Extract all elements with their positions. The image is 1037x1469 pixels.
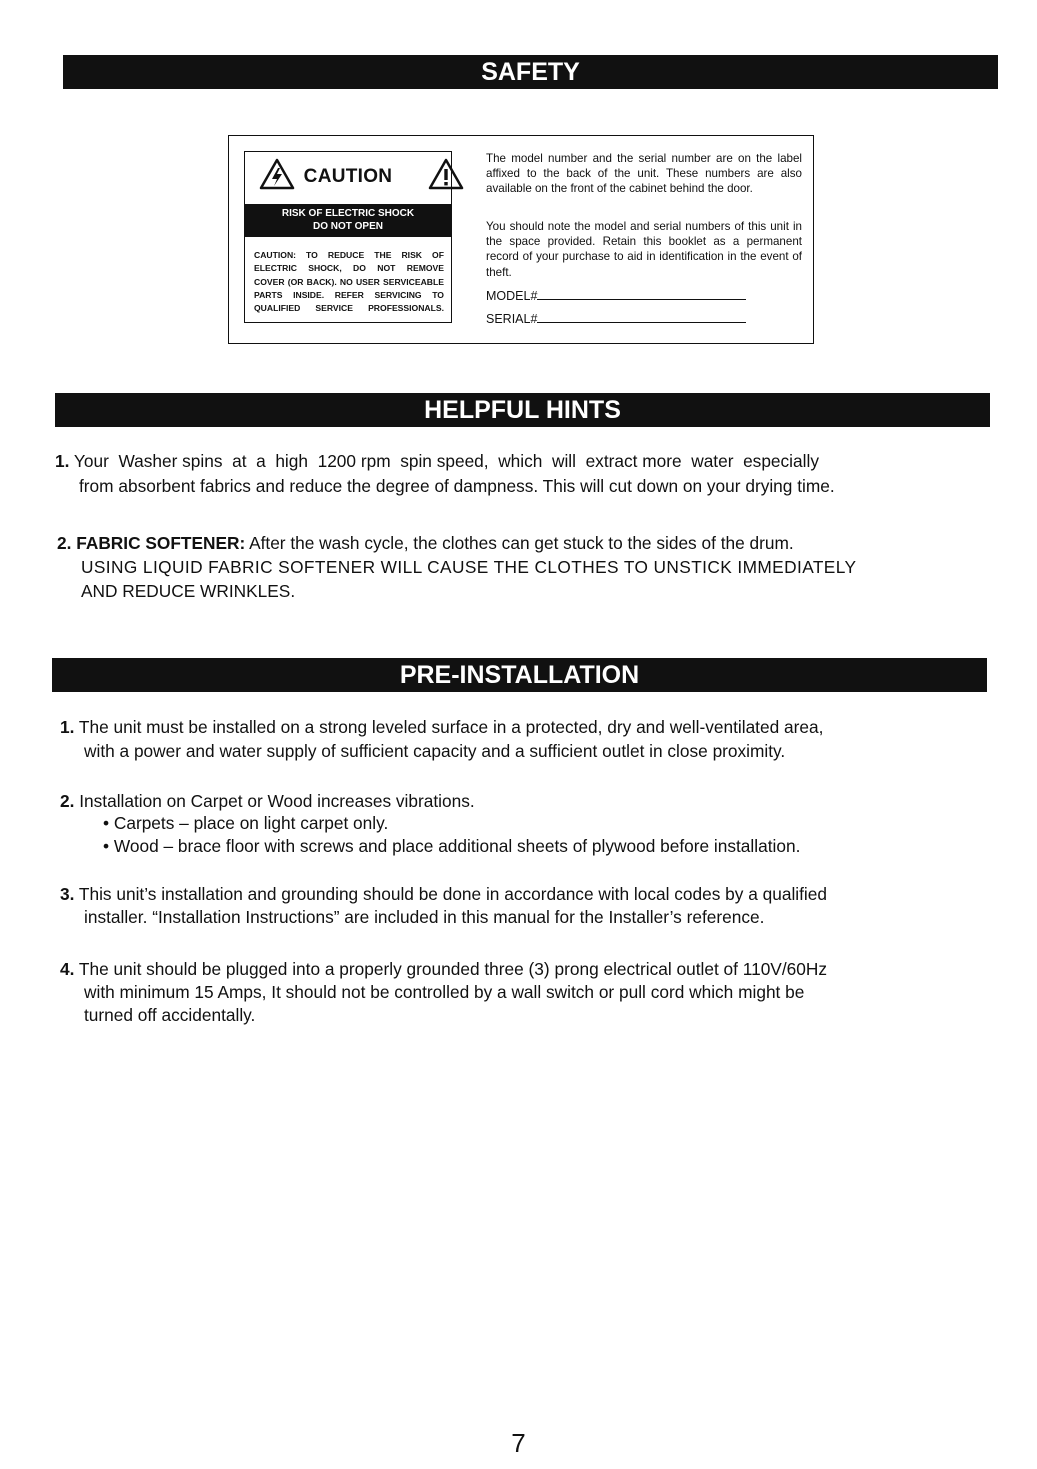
caution-title: CAUTION: [303, 166, 393, 187]
hint-1: [55, 450, 819, 474]
pre-install-1-continued: with a power and water supply of sufficient capacity and a sufficient outlet in close proximity.: [84, 741, 786, 761]
caution-head: [245, 152, 451, 202]
helpful-hints-header: HELPFUL HINTS: [55, 393, 990, 427]
item-text: This unit’s installation and grounding should be done in accordance with local codes by a qualified: [78, 884, 827, 904]
item-text: Installation on Carpet or Wood increases vibrations.: [79, 791, 475, 811]
hint-2-continued: USING LIQUID FABRIC SOFTENER WILL CAUSE THE CLOTHES TO UNSTICK IMMEDIATELY: [81, 557, 857, 577]
model-label: MODEL#: [486, 289, 538, 303]
hint-2: [57, 532, 794, 556]
pre-installation-header: PRE-INSTALLATION: [52, 658, 987, 692]
hint-text: Your Washer spins at a high 1200 rpm spin speed, which will extract more water especially: [73, 451, 819, 471]
hint-number: 1.: [55, 451, 70, 471]
pre-install-3-continued: installer. “Installation Instructions” are included in this manual for the Installer’s reference.: [84, 907, 765, 927]
shock-line-2: DO NOT OPEN: [312, 221, 383, 232]
shock-line-1: RISK OF ELECTRIC SHOCK: [281, 208, 415, 219]
electric-shock-warning: [245, 204, 451, 237]
item-number: 1.: [60, 717, 75, 737]
fabric-softener-heading: FABRIC SOFTENER:: [76, 533, 246, 553]
carpet-bullet: • Carpets – place on light carpet only.: [103, 813, 389, 833]
serial-blank-line: [537, 311, 746, 323]
hint-1-continued: from absorbent fabrics and reduce the degree of dampness. This will cut down on your drying time.: [79, 476, 835, 496]
caution-body-line: PARTS INSIDE. REFER SERVICING TO: [254, 289, 444, 300]
item-text: The unit should be plugged into a properly grounded three (3) prong electrical outlet of 110V/60Hz: [78, 959, 827, 979]
hint-number: 2.: [57, 533, 72, 553]
pre-install-1: [60, 716, 823, 740]
caution-body-line: COVER (OR BACK). NO USER SERVICEABLE: [254, 276, 444, 287]
page-number: 7: [511, 1428, 526, 1458]
pre-install-3: [60, 883, 827, 907]
pre-install-4: [60, 958, 827, 982]
pre-install-4-continued: with minimum 15 Amps, It should not be controlled by a wall switch or pull cord which might be: [84, 982, 805, 1002]
model-field: [486, 288, 746, 303]
hint-text: After the wash cycle, the clothes can get stuck to the sides of the drum.: [245, 533, 794, 553]
caution-body-line: ELECTRIC SHOCK, DO NOT REMOVE: [254, 263, 444, 274]
serial-location-text: The model number and the serial number are on the label affixed to the back of the unit. These numbers are also available on the front of the cabinet behind the door.: [486, 152, 802, 196]
wood-bullet: • Wood – brace floor with screws and place additional sheets of plywood before installation.: [103, 836, 801, 856]
safety-header: SAFETY: [63, 55, 998, 89]
safety-info-box: [228, 135, 814, 344]
item-number: 3.: [60, 884, 75, 904]
item-number: 4.: [60, 959, 75, 979]
pre-install-4-continued: turned off accidentally.: [84, 1005, 256, 1025]
caution-body-line: QUALIFIED SERVICE PROFESSIONALS.: [254, 303, 444, 314]
record-serial-text: You should note the model and serial numbers of this unit in the space provided. Retain this booklet as a permanent record of your purchase to aid in identification in the event of theft.: [486, 220, 802, 279]
item-number: 2.: [60, 791, 75, 811]
serial-label: SERIAL#: [486, 312, 538, 326]
caution-body-line: CAUTION: TO REDUCE THE RISK OF: [254, 250, 444, 260]
item-text: The unit must be installed on a strong leveled surface in a protected, dry and well-ventilated area,: [78, 717, 824, 737]
pre-install-2: [60, 790, 475, 814]
caution-label: [244, 151, 452, 323]
model-blank-line: [537, 288, 746, 300]
hint-2-continued: AND REDUCE WRINKLES.: [81, 581, 296, 601]
caution-body: [254, 249, 444, 315]
serial-field: [486, 311, 746, 326]
exclamation-warning-icon: [428, 158, 464, 190]
